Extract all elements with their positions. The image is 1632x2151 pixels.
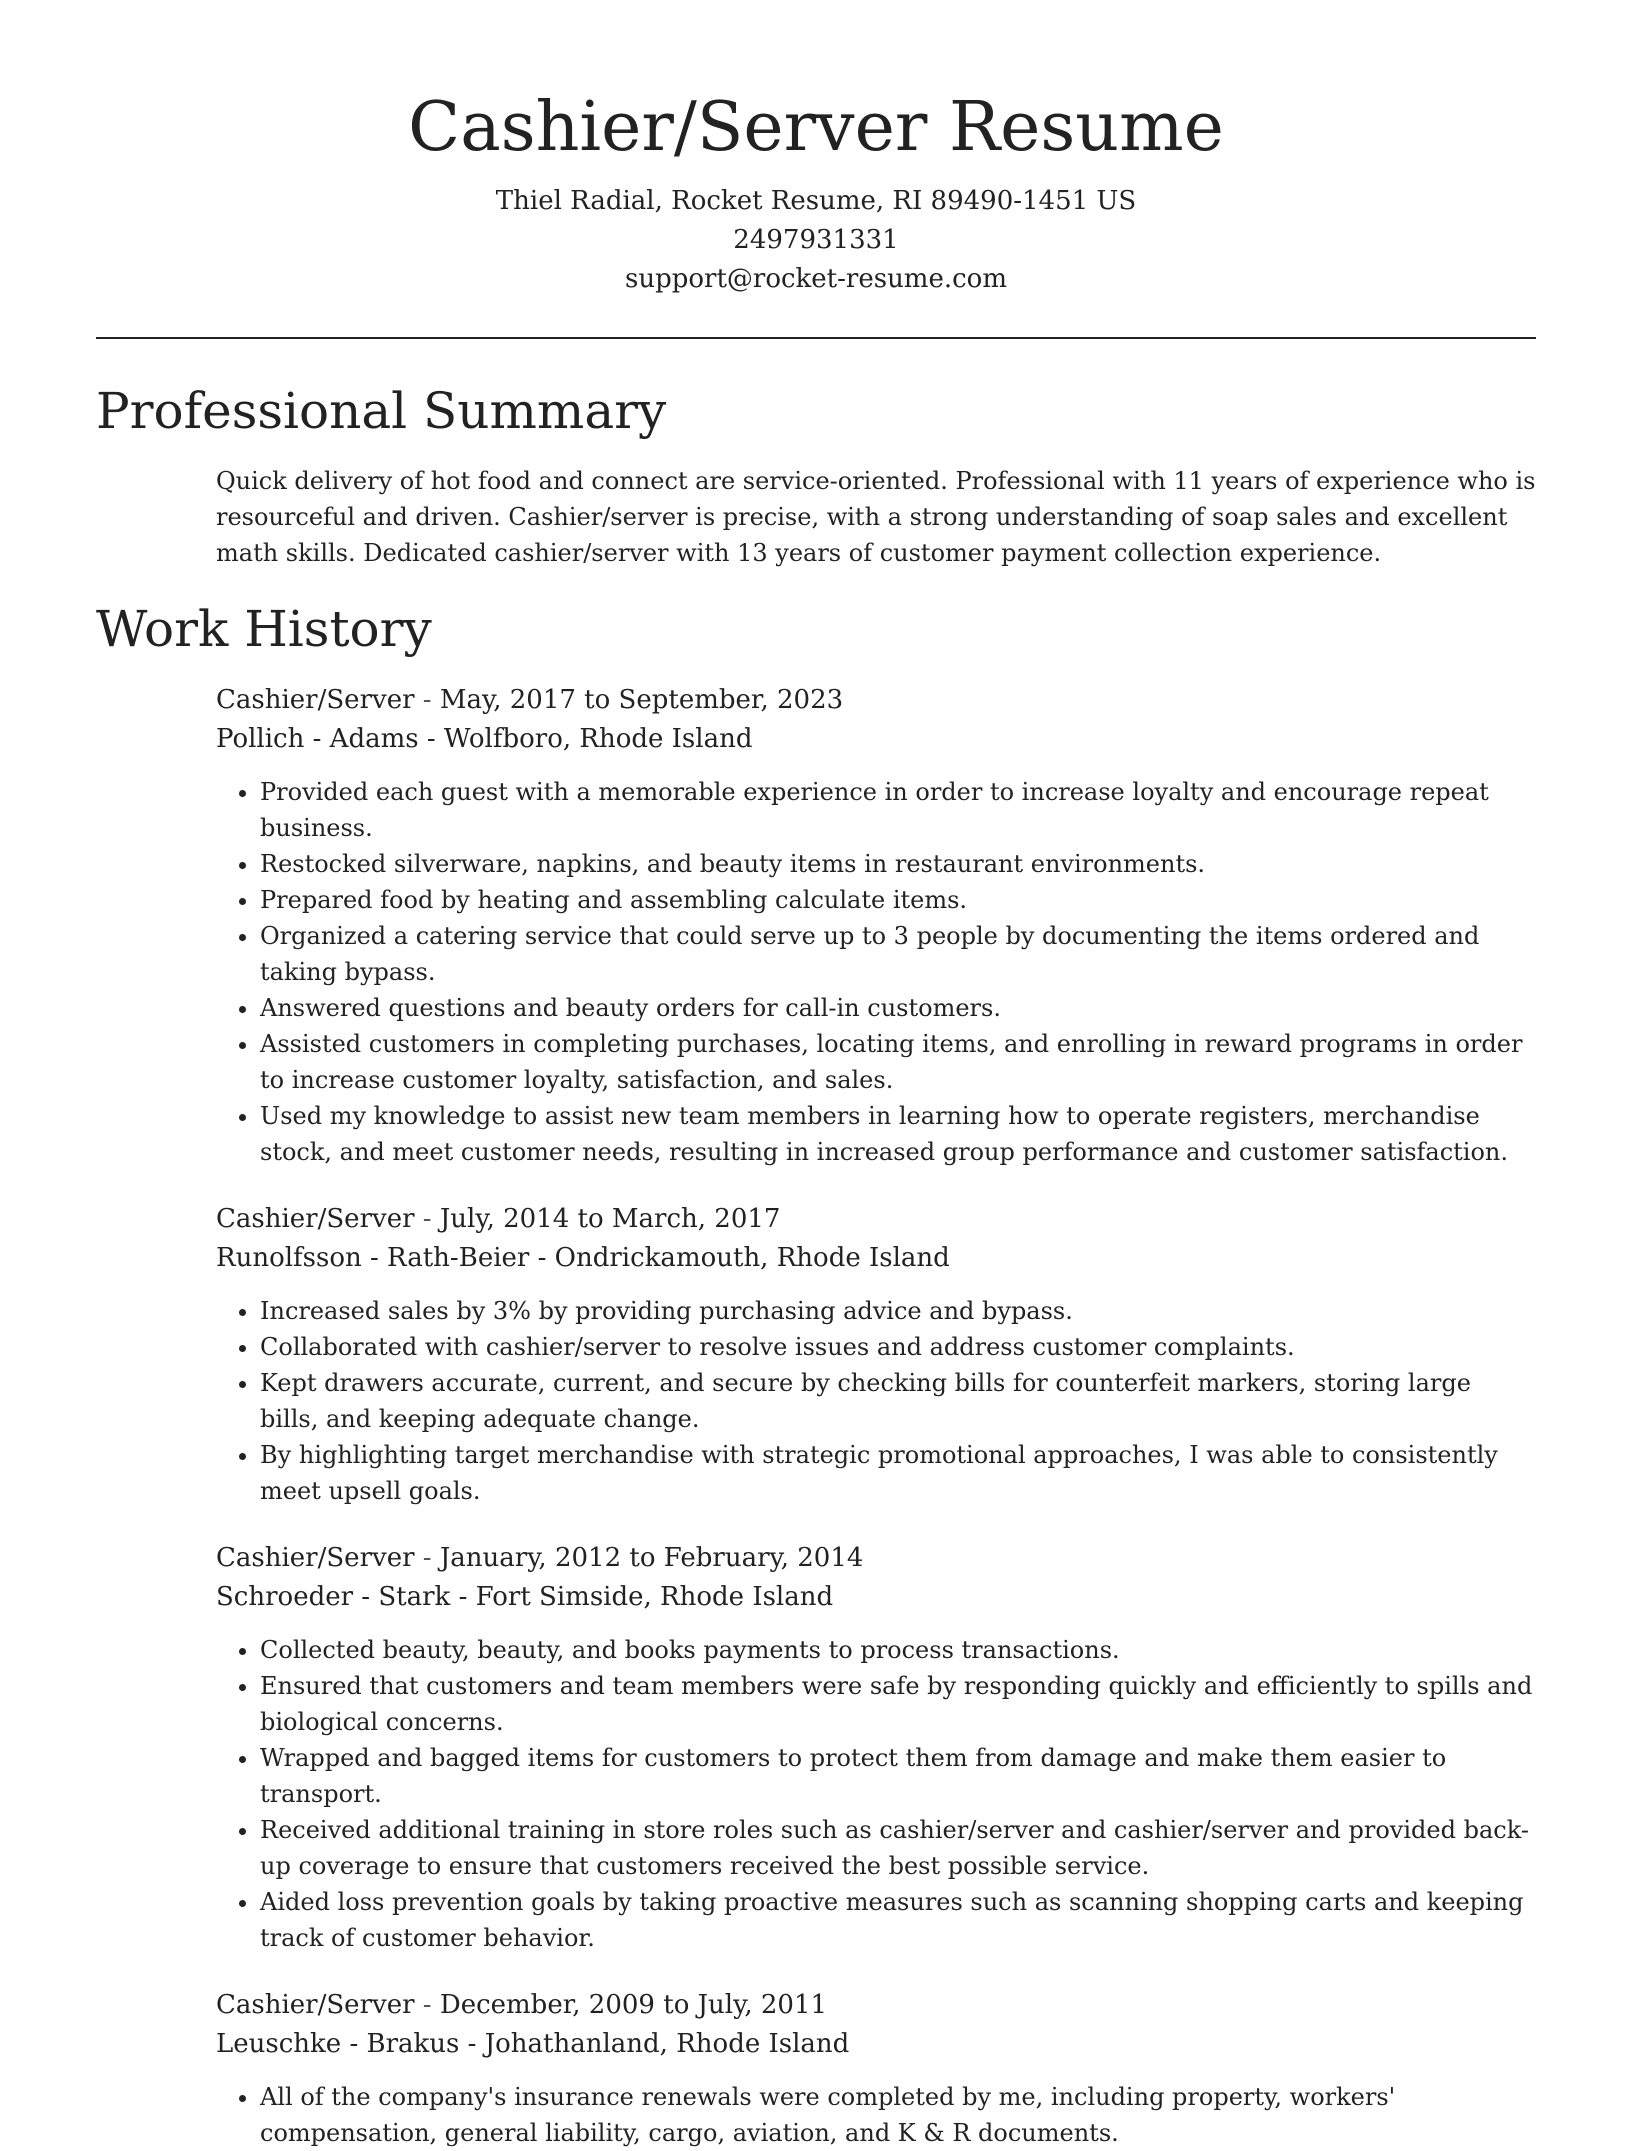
job-entry: [216, 1200, 1536, 1509]
job-separator: -: [414, 1990, 440, 2020]
page-title: Cashier/Server Resume: [408, 88, 1224, 167]
job-title-line: [216, 1539, 1536, 1578]
job-dates: July, 2014 to March, 2017: [439, 1204, 781, 1234]
job-separator: -: [529, 1243, 555, 1273]
job-role: Cashier/Server: [216, 1543, 415, 1573]
job-company-line: [216, 1239, 1536, 1278]
job-company: Leuschke - Brakus: [216, 2029, 460, 2059]
job-company-line: [216, 720, 1536, 759]
job-bullet: • Prepared food by heating and assembling calculate items.: [260, 882, 1536, 918]
job-bullet: • Wrapped and bagged items for customers to protect them from damage and make them easier to transport.: [260, 1740, 1536, 1812]
header-divider: [96, 337, 1536, 339]
job-location: Ondrickamouth, Rhode Island: [554, 1243, 950, 1273]
job-entry: [216, 681, 1536, 1170]
job-bullet: • Collected beauty, beauty, and books payments to process transactions.: [260, 1632, 1536, 1668]
job-company: Pollich - Adams: [216, 724, 419, 754]
job-location: Wolfboro, Rhode Island: [443, 724, 753, 754]
job-separator: -: [414, 1204, 440, 1234]
job-bullet: • Aided loss prevention goals by taking proactive measures such as scanning shopping carts and keeping track of customer behavior.: [260, 1884, 1536, 1956]
job-bullet-list: [216, 1293, 1536, 1509]
job-bullet-list: [216, 2079, 1536, 2151]
job-location: Johathanland, Rhode Island: [484, 2029, 850, 2059]
contact-phone: 2497931331: [733, 225, 899, 255]
job-title-line: [216, 1200, 1536, 1239]
job-role: Cashier/Server: [216, 685, 415, 715]
job-bullet: • All of the company's insurance renewals were completed by me, including property, workers' compensation, general liability, cargo, aviation, and K & R documents.: [260, 2079, 1536, 2151]
job-bullet-list: [216, 1632, 1536, 1956]
job-separator: -: [414, 685, 440, 715]
job-company: Runolfsson - Rath-Beier: [216, 1243, 530, 1273]
job-bullet: • By highlighting target merchandise with strategic promotional approaches, I was able to consistently meet upsell goals.: [260, 1437, 1536, 1509]
job-separator: -: [450, 1582, 476, 1612]
job-dates: January, 2012 to February, 2014: [439, 1543, 864, 1573]
job-dates: May, 2017 to September, 2023: [439, 685, 844, 715]
contact-address: Thiel Radial, Rocket Resume, RI 89490-1451 US: [495, 186, 1137, 216]
job-separator: -: [459, 2029, 485, 2059]
work-history-heading: Work History: [96, 600, 432, 658]
job-role: Cashier/Server: [216, 1990, 415, 2020]
job-title-line: [216, 681, 1536, 720]
job-bullet: • Ensured that customers and team members were safe by responding quickly and efficiently to spills and biological concerns.: [260, 1668, 1536, 1740]
job-company: Schroeder - Stark: [216, 1582, 451, 1612]
job-company-line: [216, 2025, 1536, 2064]
job-entry: [216, 1986, 1536, 2151]
job-entry: [216, 1539, 1536, 1956]
job-bullet-list: [216, 774, 1536, 1170]
job-title-line: [216, 1986, 1536, 2025]
job-location: Fort Simside, Rhode Island: [475, 1582, 834, 1612]
job-bullet: • Collaborated with cashier/server to resolve issues and address customer complaints.: [260, 1329, 1536, 1365]
job-bullet: • Increased sales by 3% by providing purchasing advice and bypass.: [260, 1293, 1536, 1329]
job-bullet: • Provided each guest with a memorable experience in order to increase loyalty and encourage repeat business.: [260, 774, 1536, 846]
job-bullet: • Used my knowledge to assist new team members in learning how to operate registers, merchandise stock, and meet customer needs, resulting in increased group performance and customer satisfaction.: [260, 1098, 1536, 1170]
job-dates: December, 2009 to July, 2011: [439, 1990, 828, 2020]
job-bullet: • Assisted customers in completing purchases, locating items, and enrolling in reward programs in order to increase customer loyalty, satisfaction, and sales.: [260, 1026, 1536, 1098]
contact-email: support@rocket-resume.com: [624, 264, 1007, 294]
job-bullet: • Restocked silverware, napkins, and beauty items in restaurant environments.: [260, 846, 1536, 882]
job-role: Cashier/Server: [216, 1204, 415, 1234]
job-company-line: [216, 1578, 1536, 1617]
summary-text: Quick delivery of hot food and connect are service-oriented. Professional with 11 years of experience who is resourceful and driven. Cashier/server is precise, with a strong understanding of soap sales and excellent math skills. Dedicated cashier/server with 13 years of customer payment collection experience.: [216, 467, 1536, 567]
job-separator: -: [414, 1543, 440, 1573]
job-bullet: • Answered questions and beauty orders for call-in customers.: [260, 990, 1536, 1026]
job-bullet: • Organized a catering service that could serve up to 3 people by documenting the items ordered and taking bypass.: [260, 918, 1536, 990]
job-separator: -: [418, 724, 444, 754]
job-bullet: • Received additional training in store roles such as cashier/server and cashier/server and provided back-up coverage to ensure that customers received the best possible service.: [260, 1812, 1536, 1884]
resume-header: [0, 0, 1632, 299]
job-bullet: • Kept drawers accurate, current, and secure by checking bills for counterfeit markers, storing large bills, and keeping adequate change.: [260, 1365, 1536, 1437]
summary-heading: Professional Summary: [96, 382, 667, 440]
contact-block: [0, 182, 1632, 299]
